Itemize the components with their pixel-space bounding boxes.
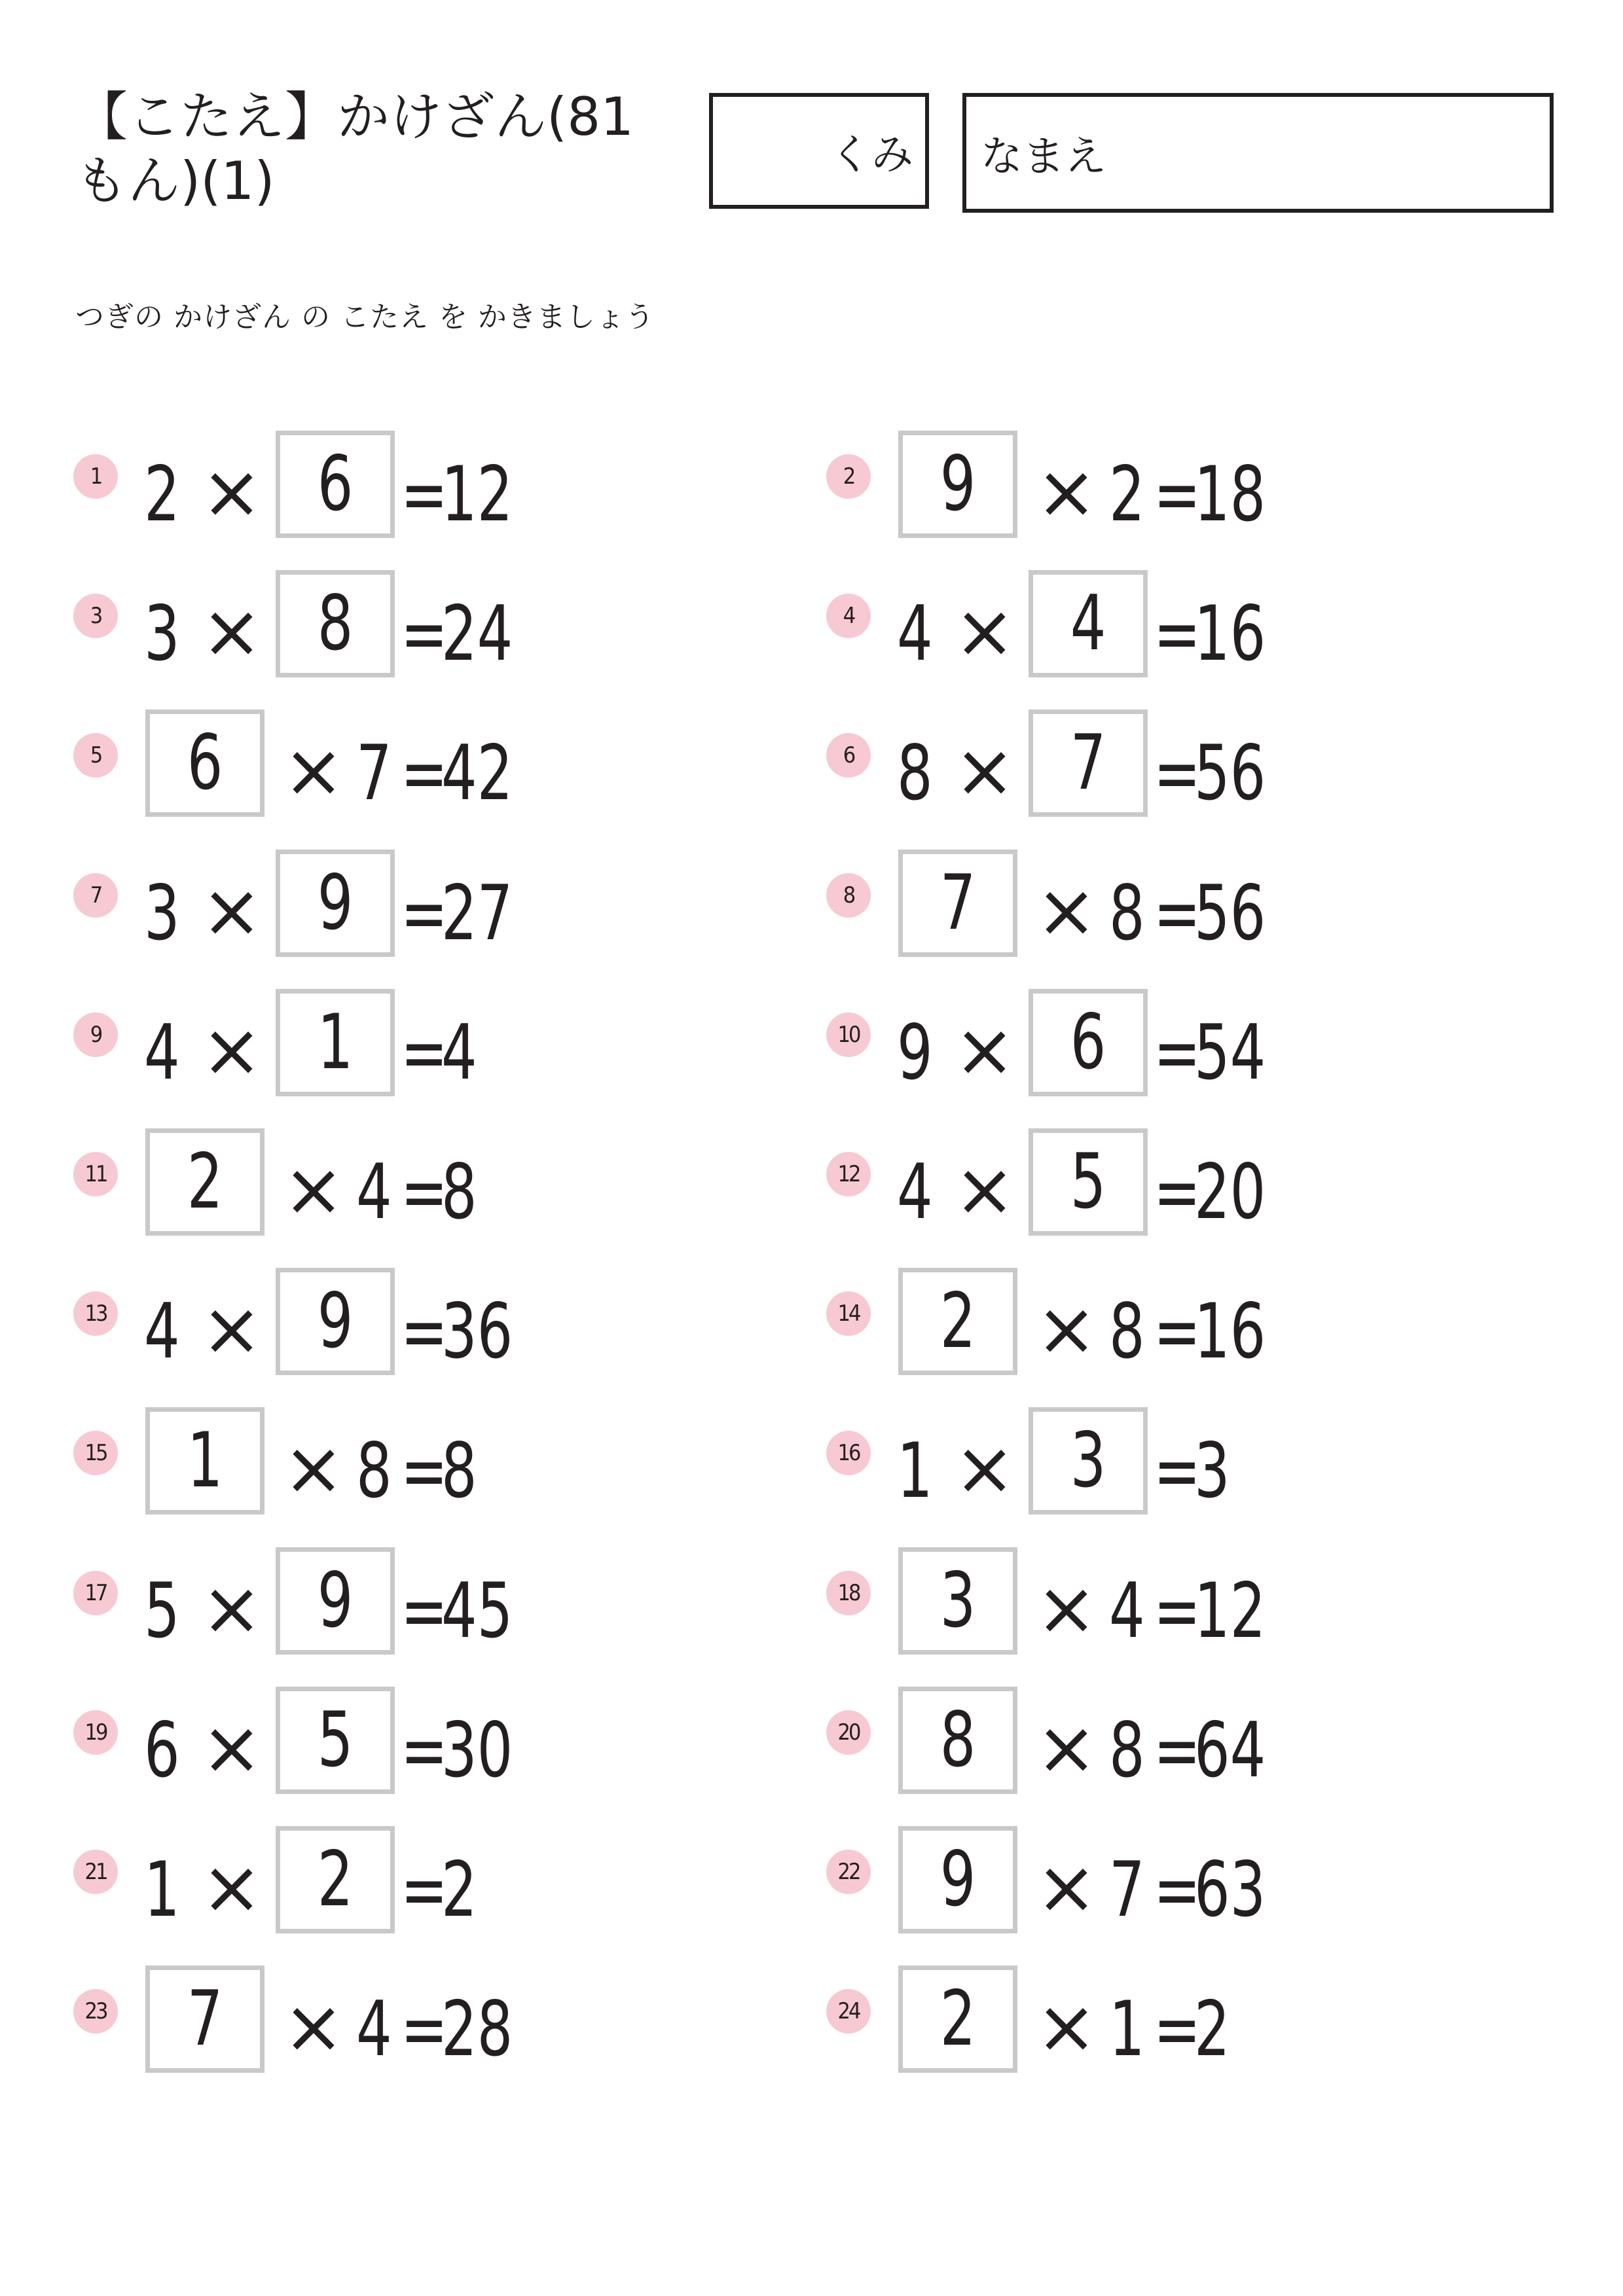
factor-a: 4 (897, 1148, 933, 1236)
multiply-sign: × (1036, 1984, 1097, 2070)
factor-a: 5 (144, 1566, 180, 1655)
equals-sign: = (1154, 1566, 1201, 1655)
multiply-sign: × (954, 728, 1015, 814)
problem-item (73, 570, 728, 681)
problem-item (73, 1687, 728, 1798)
problem-number-badge: 13 (73, 1291, 118, 1336)
problem-number-badge: 4 (826, 594, 871, 638)
answer-value: 1 (187, 1416, 223, 1505)
factor-a: 1 (897, 1427, 933, 1516)
answer-value: 9 (939, 1835, 976, 1924)
answer-value: 9 (939, 440, 976, 528)
problem-number-badge: 9 (73, 1013, 118, 1057)
product: 12 (1194, 1566, 1266, 1655)
equals-sign: = (401, 1287, 448, 1376)
problem-item (826, 1965, 1481, 2077)
answer-box[interactable] (276, 850, 395, 957)
answer-value: 7 (187, 1975, 223, 2064)
multiply-sign: × (1036, 450, 1097, 535)
equals-sign: = (401, 1985, 448, 2074)
answer-value: 3 (1070, 1416, 1106, 1505)
problem-item (826, 1687, 1481, 1798)
multiply-sign: × (1036, 1705, 1097, 1791)
equals-sign: = (1154, 1287, 1201, 1376)
multiply-sign: × (201, 868, 263, 954)
name-field[interactable] (962, 93, 1554, 213)
answer-box[interactable] (276, 570, 395, 677)
multiply-sign: × (201, 1566, 263, 1651)
factor-b: 8 (1109, 869, 1145, 958)
factor-b: 4 (356, 1985, 392, 2074)
factor-a: 4 (897, 590, 933, 679)
answer-box[interactable] (276, 1687, 395, 1794)
factor-b: 7 (1109, 1846, 1145, 1934)
problem-number-badge: 1 (73, 454, 118, 499)
product: 28 (441, 1985, 513, 2074)
factor-b: 4 (356, 1148, 392, 1236)
answer-box[interactable] (145, 709, 264, 817)
answer-box[interactable] (1029, 709, 1148, 817)
multiply-sign: × (283, 1426, 344, 1512)
problem-number-badge: 23 (73, 1989, 118, 2034)
answer-box[interactable] (1029, 1407, 1148, 1515)
answer-value: 2 (939, 1277, 976, 1366)
answer-value: 5 (317, 1695, 354, 1784)
multiply-sign: × (1036, 1845, 1097, 1930)
factor-b: 4 (1109, 1566, 1145, 1655)
answer-value: 8 (317, 579, 354, 668)
equals-sign: = (1154, 1148, 1201, 1236)
multiply-sign: × (201, 1845, 263, 1930)
problem-number-badge: 12 (826, 1152, 871, 1196)
problem-number-badge: 6 (826, 733, 871, 778)
factor-a: 4 (144, 1287, 180, 1376)
answer-value: 5 (1070, 1138, 1106, 1226)
product: 36 (441, 1287, 513, 1376)
problem-number-badge: 3 (73, 594, 118, 638)
factor-a: 3 (144, 869, 180, 958)
equals-sign: = (401, 450, 448, 539)
answer-box[interactable] (276, 989, 395, 1096)
equals-sign: = (1154, 1706, 1201, 1795)
answer-value: 9 (317, 858, 354, 947)
problem-item (826, 1826, 1481, 1937)
title-line-2: もん)(1) (75, 151, 275, 211)
equals-sign: = (401, 1706, 448, 1795)
product: 56 (1194, 869, 1266, 958)
answer-value: 6 (187, 719, 223, 808)
problem-item (73, 1547, 728, 1659)
worksheet-title (75, 85, 638, 213)
problem-item (73, 1826, 728, 1937)
answer-box[interactable] (1029, 1128, 1148, 1236)
problem-number-badge: 17 (73, 1571, 118, 1615)
equals-sign: = (1154, 1427, 1201, 1516)
title-line-1: 【こたえ】かけざん(81 (75, 86, 634, 147)
problem-number-badge: 8 (826, 873, 871, 918)
problem-item (826, 709, 1481, 821)
equals-sign: = (401, 1008, 448, 1097)
multiply-sign: × (1036, 1566, 1097, 1651)
answer-value: 1 (317, 997, 354, 1086)
problem-item (826, 570, 1481, 681)
problem-number-badge: 16 (826, 1431, 871, 1475)
equals-sign: = (401, 1566, 448, 1655)
problem-number-badge: 18 (826, 1571, 871, 1615)
problem-item (73, 1268, 728, 1379)
equals-sign: = (1154, 1846, 1201, 1934)
problem-number-badge: 14 (826, 1291, 871, 1336)
problem-item (73, 1407, 728, 1518)
equals-sign: = (401, 1148, 448, 1236)
product: 64 (1194, 1706, 1266, 1795)
problem-number-badge: 24 (826, 1989, 871, 2034)
problem-number-badge: 20 (826, 1710, 871, 1755)
product: 2 (441, 1846, 477, 1934)
product: 8 (441, 1427, 477, 1516)
equals-sign: = (1154, 590, 1201, 679)
product: 8 (441, 1148, 477, 1236)
factor-a: 2 (144, 450, 180, 539)
factor-b: 1 (1109, 1985, 1145, 2074)
equals-sign: = (401, 1846, 448, 1934)
product: 3 (1194, 1427, 1230, 1516)
answer-value: 6 (1070, 997, 1106, 1086)
equals-sign: = (401, 590, 448, 679)
answer-box[interactable] (898, 850, 1017, 957)
answer-value: 9 (317, 1277, 354, 1366)
multiply-sign: × (201, 1287, 263, 1372)
problem-number-badge: 19 (73, 1710, 118, 1755)
problem-item (826, 1547, 1481, 1659)
answer-box[interactable] (898, 1965, 1017, 2073)
problem-item (73, 709, 728, 821)
problem-item (826, 431, 1481, 542)
multiply-sign: × (1036, 1287, 1097, 1372)
answer-value: 3 (939, 1556, 976, 1645)
factor-b: 8 (356, 1427, 392, 1516)
class-field[interactable] (709, 93, 929, 209)
product: 54 (1194, 1008, 1266, 1097)
factor-a: 8 (897, 729, 933, 818)
problem-number-badge: 11 (73, 1152, 118, 1196)
multiply-sign: × (283, 728, 344, 814)
answer-value: 4 (1070, 579, 1106, 668)
problem-item (73, 989, 728, 1100)
product: 16 (1194, 1287, 1266, 1376)
factor-a: 4 (144, 1008, 180, 1097)
multiply-sign: × (201, 1007, 263, 1093)
equals-sign: = (401, 729, 448, 818)
multiply-sign: × (283, 1147, 344, 1232)
multiply-sign: × (954, 589, 1015, 675)
problem-number-badge: 22 (826, 1850, 871, 1894)
answer-box[interactable] (145, 1407, 264, 1515)
factor-b: 8 (1109, 1287, 1145, 1376)
answer-box[interactable] (276, 1826, 395, 1933)
answer-box[interactable] (276, 1547, 395, 1655)
product: 24 (441, 590, 513, 679)
answer-box[interactable] (898, 1687, 1017, 1794)
answer-box[interactable] (145, 1965, 264, 2073)
answer-value: 7 (939, 858, 976, 947)
equals-sign: = (401, 869, 448, 958)
equals-sign: = (401, 1427, 448, 1516)
product: 56 (1194, 729, 1266, 818)
multiply-sign: × (201, 450, 263, 535)
answer-value: 2 (187, 1138, 223, 1226)
answer-box[interactable] (276, 431, 395, 538)
problem-number-badge: 2 (826, 454, 871, 499)
class-label: くみ (830, 130, 913, 179)
problem-item (826, 850, 1481, 961)
problem-number-badge: 7 (73, 873, 118, 918)
problem-item (73, 1965, 728, 2077)
problem-item (826, 989, 1481, 1100)
factor-a: 6 (144, 1706, 180, 1795)
answer-value: 7 (1070, 719, 1106, 808)
answer-value: 2 (939, 1975, 976, 2064)
answer-box[interactable] (898, 1826, 1017, 1933)
problem-number-badge: 15 (73, 1431, 118, 1475)
problem-item (73, 1128, 728, 1240)
factor-a: 3 (144, 590, 180, 679)
multiply-sign: × (201, 1705, 263, 1791)
problem-item (73, 850, 728, 961)
multiply-sign: × (283, 1984, 344, 2070)
multiply-sign: × (954, 1147, 1015, 1232)
multiply-sign: × (201, 589, 263, 675)
instructions: つぎの かけざん の こたえ を かきましょう (75, 300, 655, 334)
answer-box[interactable] (898, 431, 1017, 538)
product: 4 (441, 1008, 477, 1097)
factor-a: 9 (897, 1008, 933, 1097)
answer-box[interactable] (898, 1547, 1017, 1655)
product: 27 (441, 869, 513, 958)
problem-number-badge: 21 (73, 1850, 118, 1894)
multiply-sign: × (1036, 868, 1097, 954)
problem-number-badge: 10 (826, 1013, 871, 1057)
multiply-sign: × (954, 1007, 1015, 1093)
factor-b: 7 (356, 729, 392, 818)
problem-item (826, 1268, 1481, 1379)
problem-item (826, 1128, 1481, 1240)
equals-sign: = (1154, 1985, 1201, 2074)
problem-item (826, 1407, 1481, 1518)
answer-value: 8 (939, 1695, 976, 1784)
answer-box[interactable] (898, 1268, 1017, 1375)
product: 45 (441, 1566, 513, 1655)
equals-sign: = (1154, 869, 1201, 958)
product: 63 (1194, 1846, 1266, 1934)
product: 2 (1194, 1985, 1230, 2074)
answer-box[interactable] (276, 1268, 395, 1375)
factor-b: 8 (1109, 1706, 1145, 1795)
answer-box[interactable] (1029, 989, 1148, 1096)
factor-b: 2 (1109, 450, 1145, 539)
equals-sign: = (1154, 1008, 1201, 1097)
product: 20 (1194, 1148, 1266, 1236)
product: 42 (441, 729, 513, 818)
product: 30 (441, 1706, 513, 1795)
equals-sign: = (1154, 729, 1201, 818)
answer-box[interactable] (1029, 570, 1148, 677)
answer-value: 6 (317, 440, 354, 528)
product: 12 (441, 450, 513, 539)
answer-box[interactable] (145, 1128, 264, 1236)
answer-value: 9 (317, 1556, 354, 1645)
name-label: なまえ (981, 132, 1106, 181)
problem-item (73, 431, 728, 542)
answer-value: 2 (317, 1835, 354, 1924)
product: 18 (1194, 450, 1266, 539)
factor-a: 1 (144, 1846, 180, 1934)
product: 16 (1194, 590, 1266, 679)
multiply-sign: × (954, 1426, 1015, 1512)
problem-number-badge: 5 (73, 733, 118, 778)
equals-sign: = (1154, 450, 1201, 539)
